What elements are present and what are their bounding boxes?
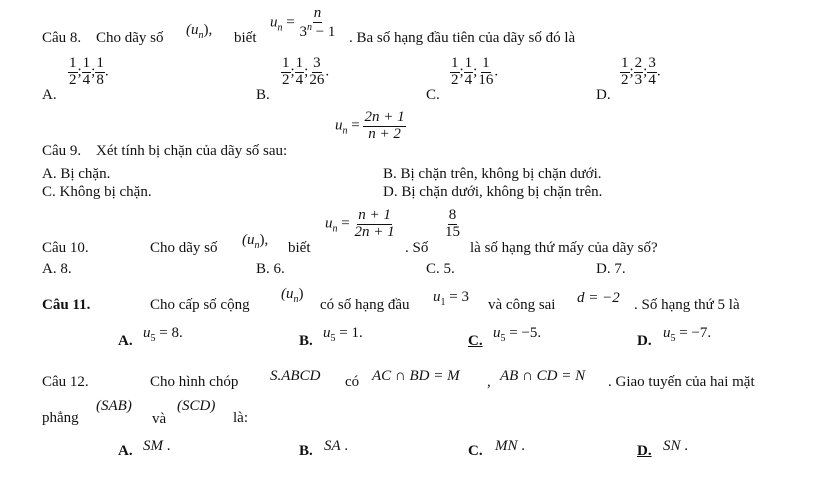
q10-value: $\frac{8}{15}$ (445, 207, 460, 240)
q8-formula: $u_n$ = $\frac{n}{3^n - 1}$ (270, 5, 336, 40)
q11-common-difference: d = −2 (577, 290, 620, 306)
q12-comma: , (487, 374, 491, 390)
q8-option-d-value: $\frac{1}{2}$ ; $\frac{2}{3}$ ; $\frac{3}{4}$ . (621, 55, 661, 88)
q11-label: Câu 11. (42, 297, 91, 313)
q12-text-3: . Giao tuyến của hai mặt (608, 374, 755, 390)
q12-text-2: có (345, 374, 360, 390)
q12-option-b-value: SA . (324, 438, 349, 454)
q12-option-d-value: SN . (663, 438, 689, 454)
q10-option-d[interactable]: D. 7. (596, 261, 626, 277)
q10-option-c[interactable]: C. 5. (426, 261, 455, 277)
q12-option-c-letter: C. (468, 443, 483, 459)
q10-text-1: Cho dãy số (150, 240, 218, 256)
q9-label: Câu 9. (42, 143, 82, 159)
q8-option-b-letter: B. (256, 87, 270, 103)
q11-option-b-letter: B. (299, 333, 313, 349)
q8-option-b-value: $\frac{1}{2}$ ; $\frac{1}{4}$ ; $\frac{3}{26}$ . (282, 55, 330, 88)
q12-text-1: Cho hình chóp (150, 374, 239, 390)
q11-first-term: $u_1 = 3$ (433, 289, 469, 308)
q8-text-2: biết (234, 30, 257, 46)
q12-option-c-value: MN . (495, 438, 525, 454)
q9-formula: $u_n$ = $\frac{2n + 1}{n + 2}$ (335, 109, 405, 142)
q12-label: Câu 12. (42, 374, 89, 390)
q11-text-1: Cho cấp số cộng (150, 297, 250, 313)
q8-text-3: . Ba số hạng đầu tiên của dãy số đó là (349, 30, 576, 46)
q9-option-c[interactable]: C. Không bị chặn. (42, 184, 152, 200)
q12-plane-1: (SAB) (96, 398, 132, 414)
q10-label: Câu 10. (42, 240, 89, 256)
q10-option-b[interactable]: B. 6. (256, 261, 285, 277)
q9-option-a[interactable]: A. Bị chặn. (42, 166, 111, 182)
q8-label: Câu 8. (42, 30, 82, 46)
q12-option-a-value: SM . (143, 438, 171, 454)
q8-text-1: Cho dãy số (96, 30, 164, 46)
q10-option-a[interactable]: A. 8. (42, 261, 72, 277)
q11-option-d-letter: D. (637, 333, 652, 349)
q12-relation-2: AB ∩ CD = N (500, 368, 586, 384)
q11-sequence: $(u_n)$ (281, 286, 304, 305)
q9-option-b[interactable]: B. Bị chặn trên, không bị chặn dưới. (383, 166, 602, 182)
q8-option-d-letter: D. (596, 87, 611, 103)
q11-option-c-letter: C. (468, 333, 483, 349)
q11-text-3: và công sai (488, 297, 556, 313)
q8-option-c-letter: C. (426, 87, 440, 103)
q10-text-4: là số hạng thứ mấy của dãy số? (470, 240, 658, 256)
q10-sequence: $(u_n)$, (242, 232, 269, 251)
q11-text-4: . Số hạng thứ 5 là (634, 297, 740, 313)
q9-option-d[interactable]: D. Bị chặn dưới, không bị chặn trên. (383, 184, 603, 200)
q12-text-6: là: (233, 410, 248, 426)
q12-option-a-letter: A. (118, 443, 133, 459)
q11-text-2: có số hạng đầu (320, 297, 410, 313)
q12-option-b-letter: B. (299, 443, 313, 459)
q12-text-4: phẳng (42, 410, 79, 426)
q8-sequence: $(u_n)$, (186, 22, 213, 41)
q10-text-3: . Số (405, 240, 429, 256)
q11-option-d-value: $u_5 = -7$. (663, 325, 712, 344)
q10-formula: $u_n$ = $\frac{n + 1}{2n + 1}$ (325, 207, 395, 240)
q12-option-d-letter: D. (637, 443, 652, 459)
q8-option-c-value: $\frac{1}{2}$ ; $\frac{1}{4}$ ; $\frac{1}{16}$ . (451, 55, 499, 88)
q11-option-c-value: $u_5 = -5$. (493, 325, 542, 344)
q11-option-a-value: $u_5 = 8$. (143, 325, 183, 344)
q12-plane-2: (SCD) (177, 398, 216, 414)
q8-option-a-value: $\frac{1}{2}$ ; $\frac{1}{4}$ ; $\frac{1}{8}$ . (69, 55, 109, 88)
q10-text-2: biết (288, 240, 311, 256)
q12-text-5: và (152, 411, 167, 427)
q9-text: Xét tính bị chặn của dãy số sau: (96, 143, 288, 159)
q12-pyramid: S.ABCD (270, 368, 321, 384)
q12-relation-1: AC ∩ BD = M (372, 368, 460, 384)
q11-option-b-value: $u_5 = 1$. (323, 325, 363, 344)
q8-option-a-letter: A. (42, 87, 57, 103)
q11-option-a-letter: A. (118, 333, 133, 349)
